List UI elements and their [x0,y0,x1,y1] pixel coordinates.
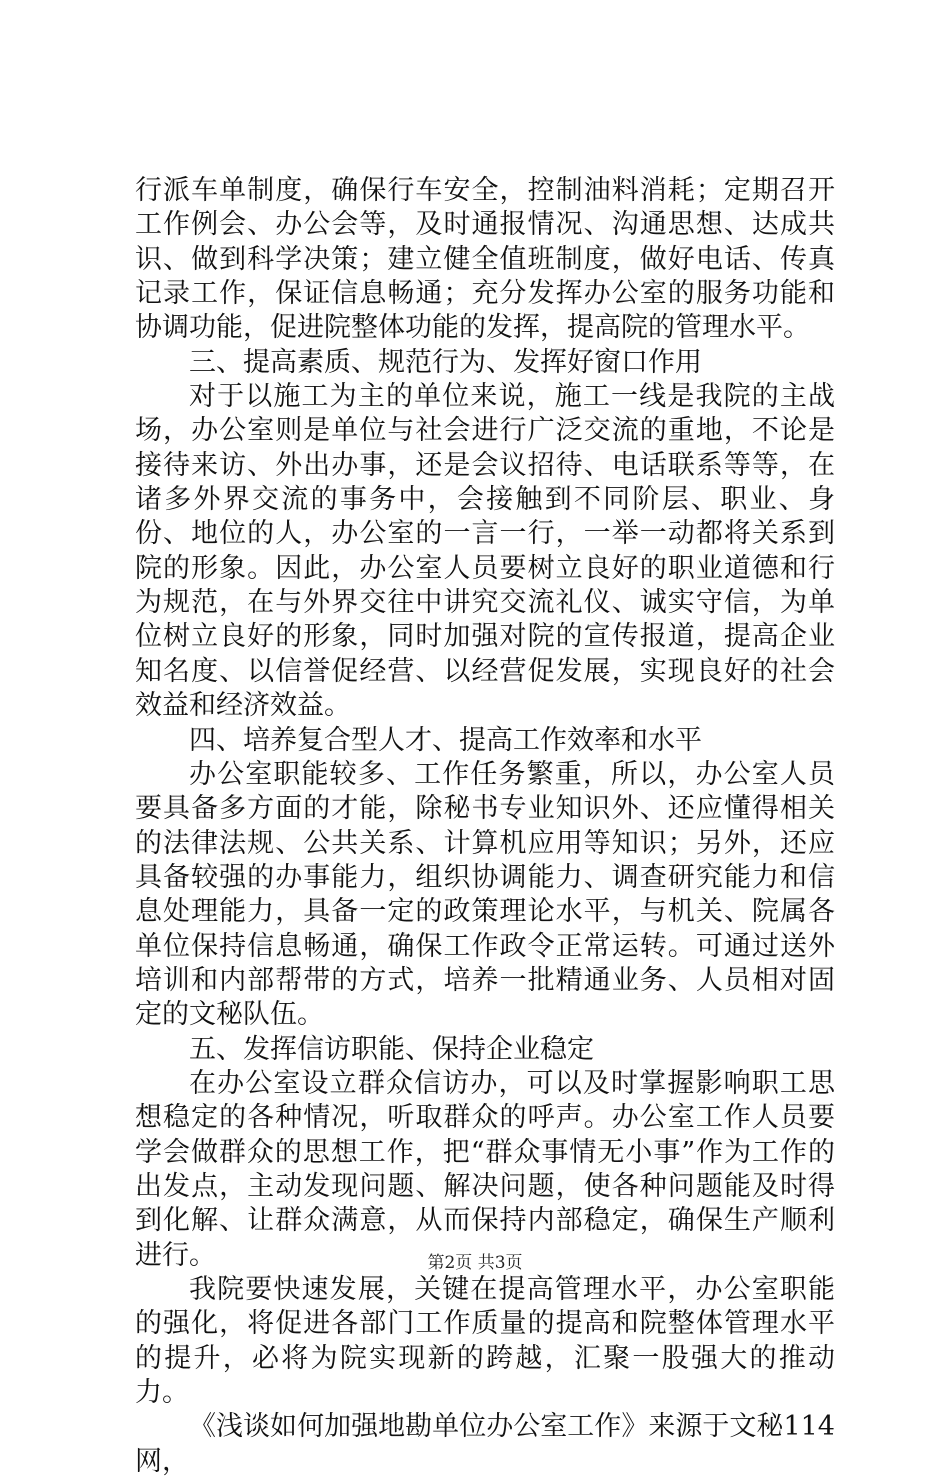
paragraph-section-3: 对于以施工为主的单位来说，施工一线是我院的主战场，办公室则是单位与社会进行广泛交流的重地，不论是接待来访、外出办事，还是会议招待、电话联系等等，在诸多外界交流的事务中，会接触到不同阶层、职业、身份、地位的人，办公室的一言一行，一举一动都将关系到院的形象。因此，办公室人员要树立良好的职业道德和行为规范，在与外界交往中讲究交流礼仪、诚实守信，为单位树立良好的形象，同时加强对院的宣传报道，提高企业知名度、以信誉促经营、以经营促发展，实现良好的社会效益和经济效益。 [135,381,835,722]
paragraph-section-4: 办公室职能较多、工作任务繁重，所以，办公室人员要具备多方面的才能，除秘书专业知识外、还应懂得相关的法律法规、公共关系、计算机应用等知识；另外，还应具备较强的办事能力，组织协调能力、调查研究能力和信息处理能力，具备一定的政策理论水平，与机关、院属各单位保持信息畅通，确保工作政令正常运转。可通过送外培训和内部帮带的方式，培养一批精通业务、人员相对固定的文秘队伍。 [135,758,835,1031]
document-body [135,174,835,1479]
section-heading-5: 五、发挥信访职能、保持企业稳定 [189,1033,594,1065]
paragraph-continued: 行派车单制度，确保行车安全，控制油料消耗；定期召开工作例会、办公会等，及时通报情况、沟通思想、达成共识、做到科学决策；建立健全值班制度，做好电话、传真记录工作，保证信息畅通；充分发挥办公室的服务功能和协调功能，促进院整体功能的发挥，提高院的管理水平。 [135,175,835,344]
paragraph-conclusion: 我院要快速发展，关键在提高管理水平，办公室职能的强化，将促进各部门工作质量的提高和院整体管理水平的提升，必将为院实现新的跨越，汇聚一股强大的推动力。 [135,1274,835,1409]
page-number-footer: 第2页 共3页 [427,1253,523,1273]
section-heading-3: 三、提高素质、规范行为、发挥好窗口作用 [189,346,702,378]
paragraph-section-5: 在办公室设立群众信访办，可以及时掌握影响职工思想稳定的各种情况，听取群众的呼声。办公室工作人员要学会做群众的思想工作，把“群众事情无小事”作为工作的出发点，主动发现问题、解决问题，使各种问题能及时得到化解、让群众满意，从而保持内部稳定，确保生产顺利进行。 [135,1067,835,1271]
paragraph-source: 《浅谈如何加强地勘单位办公室工作》来源于文秘114网， [135,1411,835,1477]
section-heading-4: 四、培养复合型人才、提高工作效率和水平 [189,724,702,756]
